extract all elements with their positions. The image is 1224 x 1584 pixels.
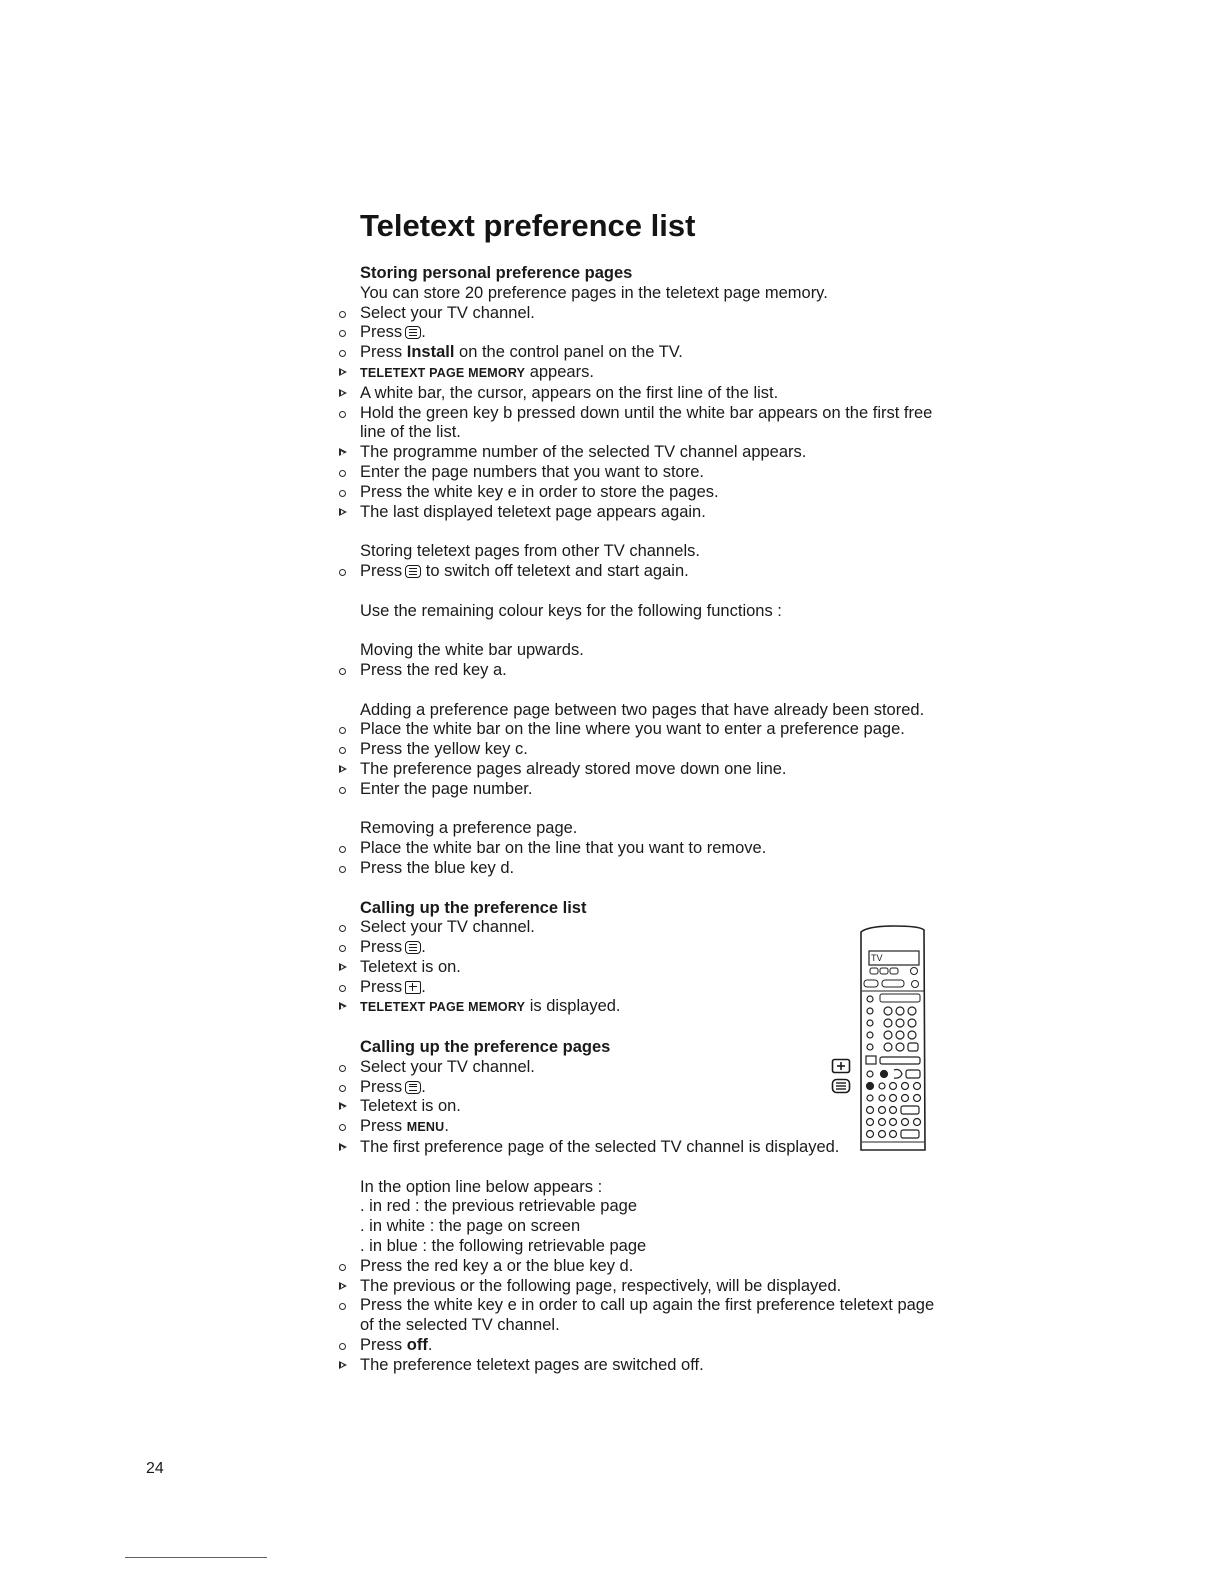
line-text [360, 323, 936, 343]
indent [336, 542, 360, 562]
step-bullet-icon [336, 978, 360, 998]
line-text [360, 443, 936, 463]
step-item [336, 740, 936, 760]
line-text [360, 264, 936, 284]
text-run: Teletext is on. [360, 1097, 461, 1116]
line-text [360, 1138, 936, 1158]
teletext-key-icon [405, 326, 421, 339]
line-text [360, 1296, 936, 1336]
remote-tv-label: TV [871, 953, 883, 963]
step-item [336, 1296, 936, 1336]
result-arrow-icon [336, 384, 360, 404]
step-item [336, 720, 936, 740]
step-bullet-icon [336, 304, 360, 324]
line-text [360, 958, 936, 978]
result-item [336, 363, 936, 384]
result-item [336, 1277, 936, 1297]
text-run: TELETEXT PAGE MEMORY [360, 1000, 526, 1015]
result-item [336, 760, 936, 780]
text-line [336, 602, 936, 622]
line-text [360, 1117, 936, 1138]
text-run: Place the white bar on the line where you want to enter a preference page. [360, 720, 905, 739]
step-bullet-icon [336, 1336, 360, 1356]
line-text [360, 284, 936, 304]
indent [336, 1237, 360, 1257]
result-item [336, 1138, 936, 1158]
result-arrow-icon [336, 1277, 360, 1297]
step-item [336, 323, 936, 343]
text-run: Press [360, 977, 403, 996]
line-text [360, 819, 936, 839]
text-run: The last displayed teletext page appears again. [360, 502, 706, 521]
line-text [360, 859, 936, 879]
section-removing [336, 819, 936, 878]
text-run: Calling up the preference pages [360, 1038, 611, 1057]
text-run: . in red : the previous retrievable page [360, 1197, 637, 1216]
text-run: to switch off teletext and start again. [421, 561, 689, 580]
text-run: Place the white bar on the line that you want to remove. [360, 839, 767, 858]
step-bullet-icon [336, 562, 360, 582]
section-storing [336, 264, 936, 522]
text-run: The programme number of the selected TV channel appears. [360, 443, 807, 462]
teletext-key-icon [405, 1081, 421, 1094]
text-line [336, 1237, 936, 1257]
line-text [360, 938, 936, 958]
step-bullet-icon [336, 1117, 360, 1137]
step-item [336, 661, 936, 681]
result-arrow-icon [336, 997, 360, 1017]
line-text [360, 997, 936, 1018]
text-run: Calling up the preference list [360, 898, 587, 917]
line-text [360, 1336, 936, 1356]
step-item [336, 404, 936, 444]
text-line [336, 1197, 936, 1217]
text-run: The preference pages already stored move down one line. [360, 759, 787, 778]
step-bullet-icon [336, 938, 360, 958]
line-text [360, 363, 936, 384]
step-bullet-icon [336, 918, 360, 938]
indent [336, 1197, 360, 1217]
text-line [336, 1178, 936, 1198]
text-line [336, 1217, 936, 1237]
result-arrow-icon [336, 958, 360, 978]
step-bullet-icon [336, 780, 360, 800]
text-run: Removing a preference page. [360, 819, 578, 838]
result-arrow-icon [336, 1097, 360, 1117]
text-run: Press [360, 1117, 407, 1136]
text-line [336, 542, 936, 562]
result-arrow-icon [336, 1356, 360, 1376]
line-text [360, 1217, 936, 1237]
text-run: Press [360, 343, 407, 362]
line-text [360, 701, 936, 721]
text-run: In the option line below appears : [360, 1177, 603, 1196]
step-bullet-icon [336, 463, 360, 483]
step-item [336, 343, 936, 363]
result-item [336, 1097, 936, 1117]
text-run: Storing teletext pages from other TV channels. [360, 542, 700, 561]
text-run: Select your TV channel. [360, 918, 535, 937]
result-item [336, 384, 936, 404]
text-run: The preference teletext pages are switched off. [360, 1355, 704, 1374]
step-item [336, 1257, 936, 1277]
step-bullet-icon [336, 483, 360, 503]
text-run: MENU [406, 1120, 445, 1135]
step-item [336, 859, 936, 879]
step-bullet-icon [336, 661, 360, 681]
indent [336, 1178, 360, 1198]
text-run: Storing personal preference pages [360, 264, 633, 282]
indent [336, 641, 360, 661]
indent [336, 602, 360, 622]
text-run: Enter the page number. [360, 779, 533, 798]
page-number: 24 [146, 1460, 164, 1477]
text-run: Press the white key e in order to call up again the first preference teletext page of the selected TV channel. [360, 1296, 935, 1335]
text-run: You can store 20 preference pages in the teletext page memory. [360, 283, 828, 302]
teletext-key-icon [405, 565, 421, 578]
step-item [336, 483, 936, 503]
line-text [360, 483, 936, 503]
result-item [336, 997, 936, 1018]
text-line [336, 284, 936, 304]
text-run: Teletext is on. [360, 957, 461, 976]
text-run: off [406, 1336, 428, 1355]
line-text [360, 720, 936, 740]
line-text [360, 641, 936, 661]
step-item [336, 304, 936, 324]
result-arrow-icon [336, 1138, 360, 1158]
line-text [360, 602, 936, 622]
step-bullet-icon [336, 404, 360, 424]
line-text [360, 899, 936, 919]
text-run: Press [360, 323, 403, 342]
step-item [336, 1117, 936, 1138]
indent [336, 701, 360, 721]
line-text [360, 343, 936, 363]
line-text [360, 1038, 936, 1058]
step-item [336, 918, 936, 938]
text-run: Hold the green key b pressed down until the white bar appears on the first free line of the list. [360, 403, 933, 442]
text-run: Adding a preference page between two pages that have already been stored. [360, 700, 925, 719]
section-calling-pages [336, 1038, 936, 1158]
step-bullet-icon [336, 1078, 360, 1098]
step-bullet-icon [336, 323, 360, 343]
line-text [360, 1178, 936, 1198]
indent [336, 1038, 360, 1058]
line-text [360, 661, 936, 681]
line-text [360, 562, 936, 582]
text-run: is displayed. [525, 997, 621, 1016]
text-run: Press [360, 1336, 407, 1355]
step-bullet-icon [336, 859, 360, 879]
text-line [336, 641, 936, 661]
text-run: Use the remaining colour keys for the following functions : [360, 601, 782, 620]
instructions-body [336, 264, 936, 1376]
teletext-key-icon [831, 1078, 851, 1094]
text-run: TELETEXT PAGE MEMORY [360, 365, 526, 380]
result-item [336, 958, 936, 978]
indent [336, 1217, 360, 1237]
line-text [360, 839, 936, 859]
step-bullet-icon [336, 740, 360, 760]
teletext-key-icon [405, 941, 421, 954]
text-run: on the control panel on the TV. [454, 343, 683, 362]
step-bullet-icon [336, 839, 360, 859]
text-run: Press [360, 561, 403, 580]
line-text [360, 918, 936, 938]
step-bullet-icon [336, 1257, 360, 1277]
result-arrow-icon [336, 363, 360, 383]
line-text [360, 1277, 936, 1297]
section-moving [336, 641, 936, 681]
text-run: . [427, 1336, 433, 1355]
line-text [360, 503, 936, 523]
text-run: Enter the page numbers that you want to store. [360, 462, 704, 481]
text-run: . [444, 1117, 449, 1136]
line-text [360, 404, 936, 444]
text-run: Select your TV channel. [360, 303, 535, 322]
text-run: The previous or the following page, respectively, will be displayed. [360, 1276, 842, 1295]
result-item [336, 503, 936, 523]
step-item [336, 1336, 936, 1356]
text-run: A white bar, the cursor, appears on the first line of the list. [360, 383, 779, 402]
section-heading [336, 1038, 936, 1058]
result-arrow-icon [336, 760, 360, 780]
text-run: . [421, 977, 426, 996]
line-text [360, 760, 936, 780]
indent [336, 264, 360, 284]
line-text [360, 1237, 936, 1257]
step-bullet-icon [336, 720, 360, 740]
text-line [336, 701, 936, 721]
result-arrow-icon [336, 443, 360, 463]
section-option-line [336, 1178, 936, 1376]
step-item [336, 938, 936, 958]
indent [336, 899, 360, 919]
step-item [336, 978, 936, 998]
text-run: Press the red key a. [360, 660, 507, 679]
step-bullet-icon [336, 1058, 360, 1078]
step-item [336, 463, 936, 483]
section-other-channels [336, 542, 936, 582]
line-text [360, 1097, 936, 1117]
line-text [360, 1257, 936, 1277]
step-bullet-icon [336, 343, 360, 363]
footer-rule [125, 1557, 267, 1558]
text-line [336, 819, 936, 839]
indent [336, 819, 360, 839]
indent [336, 284, 360, 304]
line-text [360, 740, 936, 760]
page-title: Teletext preference list [360, 208, 696, 243]
text-run: The first preference page of the selected TV channel is displayed. [360, 1138, 840, 1157]
line-text [360, 304, 936, 324]
step-bullet-icon [336, 1296, 360, 1316]
result-item [336, 1356, 936, 1376]
step-item [336, 839, 936, 859]
text-run: . [421, 323, 426, 342]
plus-key-icon [405, 981, 421, 994]
text-run: . [421, 1077, 426, 1096]
text-run: Press the blue key d. [360, 858, 515, 877]
result-item [336, 443, 936, 463]
section-colour-keys [336, 602, 936, 622]
line-text [360, 1356, 936, 1376]
text-run: Select your TV channel. [360, 1057, 535, 1076]
plus-key-icon [831, 1058, 851, 1074]
text-run: . in blue : the following retrievable page [360, 1237, 647, 1256]
text-run: Press the red key a or the blue key d. [360, 1256, 634, 1275]
result-arrow-icon [336, 503, 360, 523]
text-run: Moving the white bar upwards. [360, 641, 584, 660]
remote-control-icon [858, 924, 930, 1154]
line-text [360, 542, 936, 562]
text-run: appears. [525, 362, 594, 381]
line-text [360, 463, 936, 483]
text-run: . [421, 938, 426, 957]
section-heading [336, 264, 936, 284]
step-item [336, 562, 936, 582]
line-text [360, 780, 936, 800]
section-heading [336, 899, 936, 919]
text-run: Press [360, 938, 403, 957]
line-text [360, 978, 936, 998]
section-adding [336, 701, 936, 800]
text-run: Press the white key e in order to store the pages. [360, 482, 719, 501]
step-item [336, 780, 936, 800]
text-run: Press the yellow key c. [360, 740, 528, 759]
text-run: Install [406, 343, 455, 362]
text-run: . in white : the page on screen [360, 1217, 581, 1236]
text-run: Press [360, 1077, 403, 1096]
section-calling-list [336, 899, 936, 1019]
line-text [360, 384, 936, 404]
line-text [360, 1197, 936, 1217]
